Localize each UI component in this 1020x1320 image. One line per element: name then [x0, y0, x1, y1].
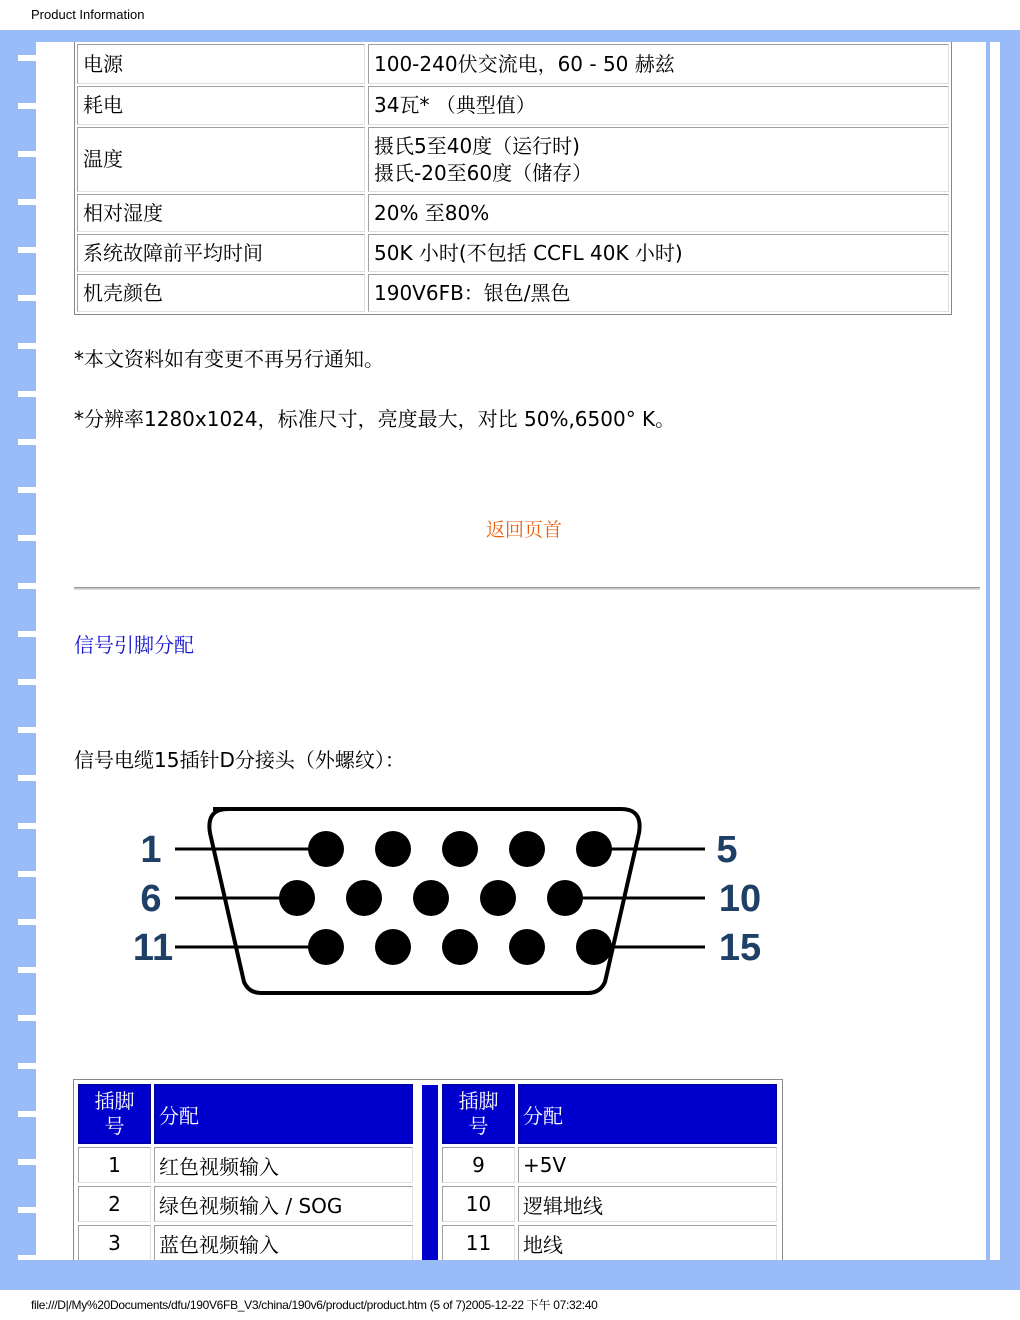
spec-value [368, 234, 949, 272]
pin-header-row [442, 1084, 777, 1144]
spec-value-line: 100-240伏交流电，60 - 50 赫兹 [374, 51, 675, 76]
page-footer-path: file:///D|/My%20Documents/dfu/190V6FB_V3/china/190v6/product/product.htm (5 of 7)2005-12-22 下午 07:32:40 [31, 1298, 598, 1312]
pin-dot-12 [375, 929, 411, 965]
spec-label: 机壳颜色 [77, 274, 365, 312]
pin-signal: 蓝色视频输入 [154, 1225, 413, 1260]
spec-label: 温度 [77, 127, 365, 192]
pin-dot-8 [413, 880, 449, 916]
spec-row [75, 84, 951, 125]
pin-dot-5 [576, 831, 612, 867]
pin-number: 10 [442, 1186, 515, 1222]
pin-label-11: 11 [133, 927, 174, 969]
pin-dot-9 [480, 880, 516, 916]
table-row [78, 1186, 413, 1222]
pin-dot-7 [346, 880, 382, 916]
pin-dot-2 [375, 831, 411, 867]
spec-value-line: 34瓦* （典型值） [374, 93, 536, 117]
pin-number-header-line2: 号 [104, 1114, 125, 1138]
pin-dot-6 [279, 880, 315, 916]
pin-number-header [78, 1084, 151, 1144]
pin-label-6: 6 [140, 878, 162, 920]
pin-label-1: 1 [140, 829, 162, 871]
spec-value [368, 44, 949, 84]
spec-value [368, 194, 949, 232]
assignment-header: 分配 [518, 1084, 777, 1144]
pin-header-row [78, 1084, 413, 1144]
pin-table-right [442, 1084, 777, 1260]
assignment-header: 分配 [154, 1084, 413, 1144]
pin-dot-15 [576, 929, 612, 965]
pin-number: 3 [78, 1225, 151, 1260]
pin-label-15: 15 [718, 927, 762, 969]
pin-table-left [78, 1084, 413, 1260]
pin-label-5: 5 [716, 829, 738, 871]
spec-row [75, 125, 951, 192]
spec-label: 耗电 [77, 86, 365, 125]
right-margin [990, 42, 1000, 1260]
pin-number: 9 [442, 1147, 515, 1183]
connector-label: 信号电缆15插针D分接头（外螺纹）： [74, 748, 405, 772]
horizontal-divider [74, 587, 980, 590]
spec-value [368, 86, 949, 125]
spec-value-line: 20% 至80% [374, 200, 490, 225]
section-title: 信号引脚分配 [74, 633, 194, 657]
pin-dot-1 [308, 831, 344, 867]
pin-signal: 逻辑地线 [518, 1186, 777, 1222]
spec-row [75, 42, 951, 84]
pin-signal: +5V [518, 1147, 777, 1183]
left-decorative-strip [18, 42, 36, 1260]
resolution-note: *分辨率1280x1024，标准尺寸，亮度最大，对比 50%,6500° K。 [74, 407, 676, 431]
spec-row [75, 232, 951, 272]
pin-number-header-line1: 插脚 [458, 1089, 499, 1113]
spec-value [368, 274, 949, 312]
spec-label: 电源 [77, 44, 365, 84]
pin-dot-13 [442, 929, 478, 965]
table-row [442, 1147, 777, 1183]
pin-dot-3 [442, 831, 478, 867]
pin-signal: 地线 [518, 1225, 777, 1260]
spec-row [75, 192, 951, 232]
pin-number-header-line1: 插脚 [94, 1089, 135, 1113]
spec-table [74, 42, 952, 315]
pin-assignment-table [73, 1079, 783, 1260]
pin-number: 11 [442, 1225, 515, 1260]
table-row [78, 1147, 413, 1183]
spec-value [368, 127, 949, 192]
table-row [442, 1225, 777, 1260]
table-row [442, 1186, 777, 1222]
pin-number: 2 [78, 1186, 151, 1222]
pin-number-header [442, 1084, 515, 1144]
spec-value-line: 摄氏-20至60度（储存） [374, 160, 593, 185]
disclaimer-note: *本文资料如有变更不再另行通知。 [74, 347, 384, 371]
spec-value-line: 摄氏5至40度（运行时) [374, 133, 580, 158]
page-header-title: Product Information [31, 7, 145, 22]
back-to-top-link[interactable]: 返回页首 [486, 519, 563, 541]
spec-row [75, 272, 951, 314]
spec-value-line: 190V6FB：银色/黑色 [374, 280, 571, 305]
vga-connector-diagram [133, 807, 773, 1007]
spec-label: 系统故障前平均时间 [77, 234, 365, 272]
content-area [36, 42, 986, 1260]
pin-dot-14 [509, 929, 545, 965]
pin-dot-10 [547, 880, 583, 916]
pin-dot-11 [308, 929, 344, 965]
bottom-frame-band [0, 1262, 1020, 1290]
pin-label-10: 10 [718, 878, 762, 920]
table-row [78, 1225, 413, 1260]
spec-label: 相对湿度 [77, 194, 365, 232]
pin-dot-4 [509, 831, 545, 867]
pin-signal: 绿色视频输入 / SOG [154, 1186, 413, 1222]
spec-value-line: 50K 小时(不包括 CCFL 40K 小时) [374, 240, 683, 265]
pin-table-separator [422, 1085, 438, 1260]
pin-number: 1 [78, 1147, 151, 1183]
pin-number-header-line2: 号 [468, 1114, 489, 1138]
pin-signal: 红色视频输入 [154, 1147, 413, 1183]
